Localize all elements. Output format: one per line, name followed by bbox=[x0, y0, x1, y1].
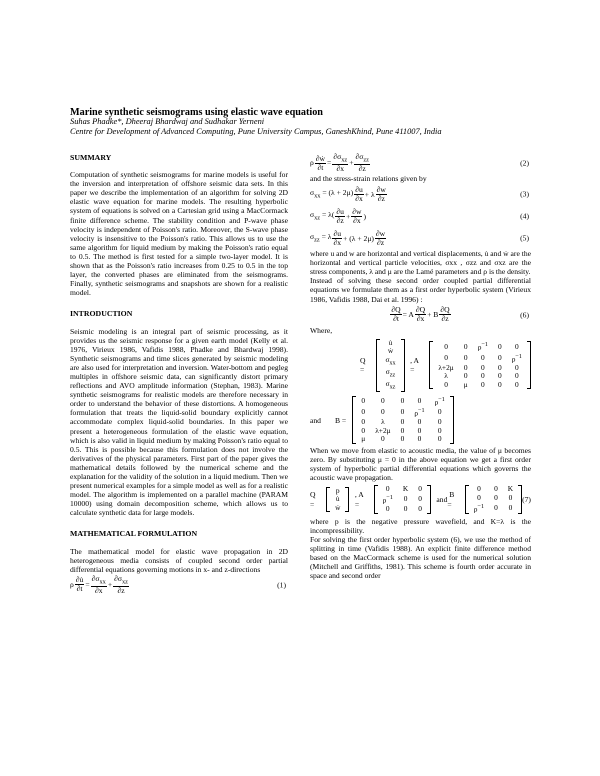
acoustic-text: When we move from elastic to acoustic media, the value of μ becomes zero. By substituting μ = 0 in the above equation we get a first order system of hyperbolic partial differential equations which governs the acoustic wave propagation. bbox=[310, 446, 531, 483]
equation-4: $\sigma_{xz} = \lambda$( $\frac{\partial u}{\partial z}$ + $\frac{\partial w}{\partial x}$ ) (4) bbox=[310, 206, 529, 225]
matrix-b: and B = 0 0 0 0 $\rho^{-1}$ 0 0 0 $\rho^{-1}$ 0 0 λ 0 0 0 0 λ+2μ 0 0 0 μ 0 0 0 0 bbox=[310, 396, 531, 444]
where-uw-text: where u and w are horizontal and vertical displacements, u̇ and ẇ are the horizontal and vertical particle velocities, σxx , σzz and σxz are the stress components, λ and μ are the Lamé parameters and ρ is the density. bbox=[310, 249, 531, 277]
where-p-text: where p is the negative pressure wavefield, and K=λ is the incompressibility. bbox=[310, 516, 531, 535]
summary-text: Computation of synthetic seismograms for marine models is useful for the inversion and interpretation of offshore seismic data sets. In this paper we describe the implementation of an algorithm for solving 2D elastic wave equation for marine models. The resulting hyperbolic system of equations is solved on a Cartesian grid using a MacCormack finite difference scheme. The stability condition and P-wave phase velocity is independent of Poisson's ratio. Moreover, the S-wave phase velocity is insensitive to the Poisson's ratio. This allows us to use the same algorithm for liquid medium by making the Poisson's ratio equal to 0.5. The method is first tested for a simple two-layer model. It is shown that as the Poisson's ratio increases from 0.25 to 0.5 in the top layer, the converted phases are eliminated from the seismograms. Finally, synthetic seismograms and snapshots are shown for a realistic model. bbox=[70, 170, 288, 298]
a-matrix: 0 0 $\rho^{-1}$ 0 0 0 0 0 0 $\rho^{-1}$ λ+2μ 0 0 0 0 λ 0 0 0 0 0 μ 0 0 0 bbox=[429, 341, 531, 389]
and-b-label: and bbox=[436, 494, 448, 504]
and-label: and bbox=[310, 415, 321, 425]
equation-7-number: (7) bbox=[522, 494, 531, 504]
equation-6-number: (6) bbox=[520, 310, 529, 320]
equation-1: ρ $\frac{\partial u̇}{\partial t}$ = $\frac{\partial\sigma_{xx}}{\partial x}$ + $\frac{\partial\sigma_{xz}}{\partial z}$ (1) bbox=[70, 573, 286, 596]
equation-1-number: (1) bbox=[277, 580, 286, 590]
math-intro-text: The mathematical model for elastic wave propagation in 2D heterogeneous media consists of coupled second order partial differential equations governing motions in x- and z-directions bbox=[70, 546, 288, 574]
acoustic-b-matrix: 0 0 K 0 0 0 $\rho^{-1}$ 0 0 bbox=[465, 485, 522, 513]
equation-5-number: (5) bbox=[520, 233, 529, 243]
left-column bbox=[70, 153, 288, 596]
equation-5: $\sigma_{zz} = \lambda$ $\frac{\partial u}{\partial x}$ + (λ + 2μ) $\frac{\partial w}{\partial z}$ (5) bbox=[310, 228, 529, 247]
introduction-heading: INTRODUCTION bbox=[70, 309, 133, 319]
paper-authors: Suhas Phadke*, Dheeraj Bhardwaj and Sudhakar Yerneni bbox=[70, 117, 265, 126]
splitting-text: For solving the first order hyperbolic system (6), we use the method of splitting in time (Vafidis 1988). An explicit finite difference method based on the MacCormack scheme is used for the numerical solution (Mitchell and Griffiths, 1981). This scheme is fourth order accurate in space and second order bbox=[310, 534, 531, 581]
equation-4-number: (4) bbox=[520, 211, 529, 221]
equation-2-number: (2) bbox=[520, 158, 529, 168]
equation-6: $\frac{\partial Q}{\partial t}$ = A $\frac{\partial Q}{\partial x}$ + B $\frac{\partial Q}{\partial z}$ (6) bbox=[391, 305, 529, 324]
equation-3-number: (3) bbox=[520, 189, 529, 199]
equation-7: Q = p u̇ ẇ , A = 0 K 0 $\rho^{-1}$ 0 0 0 0 0 and B = 0 0 K 0 0 0 $\rho^{-1}$ 0 0 (7) bbox=[310, 484, 531, 514]
where-label: Where, bbox=[310, 325, 333, 335]
math-heading: MATHEMATICAL FORMULATION bbox=[70, 529, 198, 539]
stress-strain-text: and the stress-strain relations given by bbox=[310, 174, 427, 183]
introduction-text: Seismic modeling is an integral part of seismic processing, as it provides us the seismic response for a given earth model (Kelly et al. 1976, Virieux 1986, Vafidis 1988, Phadke and Bhardwaj 1998). Synthetic seismograms and time slices generated by seismic modeling are also used for interpretation and inversion. Water-bottom and pegleg multiples in offshore seismic data, can significantly distort primary reflections and AVO amplitude information (Stephan, 1983). Marine synthetic seismograms for realistic models are therefore necessary in order to understand the behavior of these distortions. A homogeneous formulation that treats the liquid-solid boundary explicitly cannot accommodate complex liquid-solid boundaries. In this paper we present a heterogeneous formulation of the elastic wave equation, which is also valid in liquid medium by making Poisson's ratio equal to 0.5. This is possible because this formulation does not involve the derivatives of the physical parameters. First part of the paper gives the mathematical details followed by the numerical scheme and the explanation for the validity of the solution in a liquid medium. Then we present numerical examples for a simple model as well as for a realistic model. The algorithm is implemented on a parallel machine (PARAM 10000) using domain decomposition scheme, which allows us to calculate synthetic data for large models. bbox=[70, 326, 288, 518]
instead-text: Instead of solving these second order coupled partial differential equations we formulate them as a first order hyperbolic system (Virieux 1986, Vafidis 1988, Dai et al. 1996) : bbox=[310, 276, 531, 304]
q-vector: u̇ ẇ $\sigma_{xx}$ $\sigma_{zz}$ $\sigma_{xz}$ bbox=[376, 339, 404, 392]
right-column bbox=[310, 152, 531, 580]
matrix-q-a: Q = u̇ ẇ $\sigma_{xx}$ $\sigma_{zz}$ $\sigma_{xz}$ , A = 0 0 $\rho^{-1}$ 0 0 0 0 0 0 $\rho^{-1}$ λ+2μ 0 0 0 0 λ 0 0 0 0 0 μ 0 0 0 bbox=[360, 339, 531, 392]
summary-heading: SUMMARY bbox=[70, 153, 112, 162]
equation-2: ρ $\frac{\text{∂ẇ}}{\partial t}$ = $\frac{\partial\sigma_{xz}}{\partial x}$ + $\frac{\partial\sigma_{zz}}{\partial z}$ (2) bbox=[310, 151, 529, 174]
acoustic-a-matrix: 0 K 0 $\rho^{-1}$ 0 0 0 0 0 bbox=[374, 485, 431, 513]
equation-3: $\sigma_{xx} = (\lambda + 2\mu)$ $\frac{\partial u}{\partial x}$ + λ $\frac{\partial w}{\partial z}$ (3) bbox=[310, 184, 529, 203]
b-matrix: 0 0 0 0 $\rho^{-1}$ 0 0 0 $\rho^{-1}$ 0 0 λ 0 0 0 0 λ+2μ 0 0 0 μ 0 0 0 0 bbox=[352, 396, 454, 444]
acoustic-q-vector: p u̇ ẇ bbox=[326, 487, 349, 513]
paper-affiliation: Centre for Development of Advanced Computing, Pune University Campus, GaneshKhind, Pune 411007, India bbox=[70, 127, 442, 136]
paper-title: Marine synthetic seismograms using elastic wave equation bbox=[70, 107, 323, 118]
